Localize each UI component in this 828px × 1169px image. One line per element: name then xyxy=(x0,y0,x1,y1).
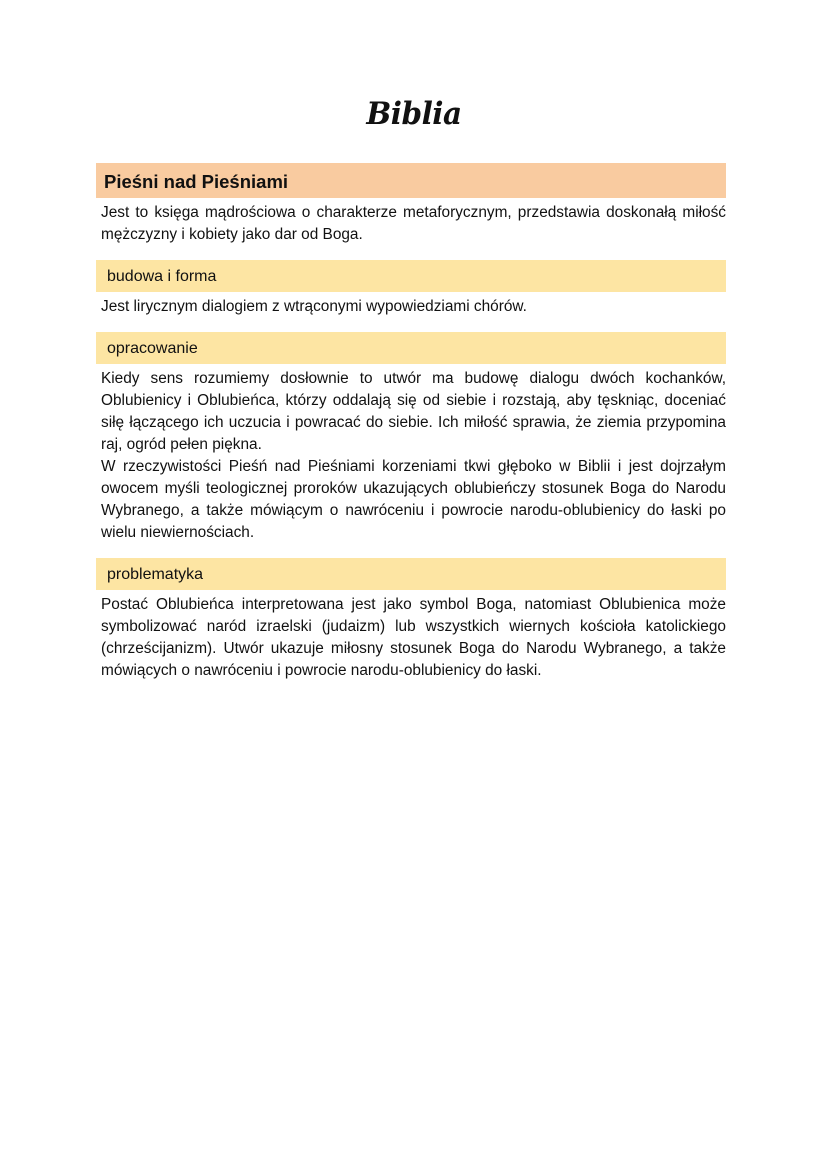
budowa-paragraph: Jest lirycznym dialogiem z wtrąconymi wypowiedziami chórów. xyxy=(101,298,527,315)
document-content xyxy=(96,163,726,682)
problematyka-paragraph: Postać Oblubieńca interpretowana jest jako symbol Boga, natomiast Oblubienica może symbolizować naród izraelski (judaizm) lub wszystkich wiernych kościoła katolickiego (chrześcijanizm). Utwór ukazuje miłosny stosunek Boga do Narodu Wybranego, a także mówiących o nawróceniu i powrocie narodu-oblubienicy do łaski. xyxy=(101,596,726,679)
document-title: Biblia xyxy=(366,96,462,132)
opracowanie-paragraph-1: Kiedy sens rozumiemy dosłownie to utwór ma budowę dialogu dwóch kochanków, Oblubienicy i Oblubieńca, którzy oddalają się od siebie i rozstają, aby tęskniąc, doceniać siłę łączącego ich uczucia i powracać do siebie. Ich miłość sprawia, że ziemia przypomina raj, ogród pełen piękna. xyxy=(101,370,726,453)
section-intro-paragraph: Jest to księga mądrościowa o charakterze metaforycznym, przedstawia doskonałą miłość mężczyzny i kobiety jako dar od Boga. xyxy=(101,204,726,243)
subsection-heading-opracowanie: opracowanie xyxy=(96,332,726,364)
subsection-heading-problematyka: problematyka xyxy=(96,558,726,590)
opracowanie-paragraph-2: W rzeczywistości Pieśń nad Pieśniami korzeniami tkwi głęboko w Biblii i jest dojrzałym owocem myśli teologicznej proroków ukazujących oblubieńczy stosunek Boga do Narodu Wybranego, a także mówiącym o nawróceniu i powrocie narodu-oblubienicy do łaski po wielu niewiernościach. xyxy=(101,458,726,541)
section-heading: Pieśni nad Pieśniami xyxy=(96,163,726,198)
subsection-heading-budowa: budowa i forma xyxy=(96,260,726,292)
